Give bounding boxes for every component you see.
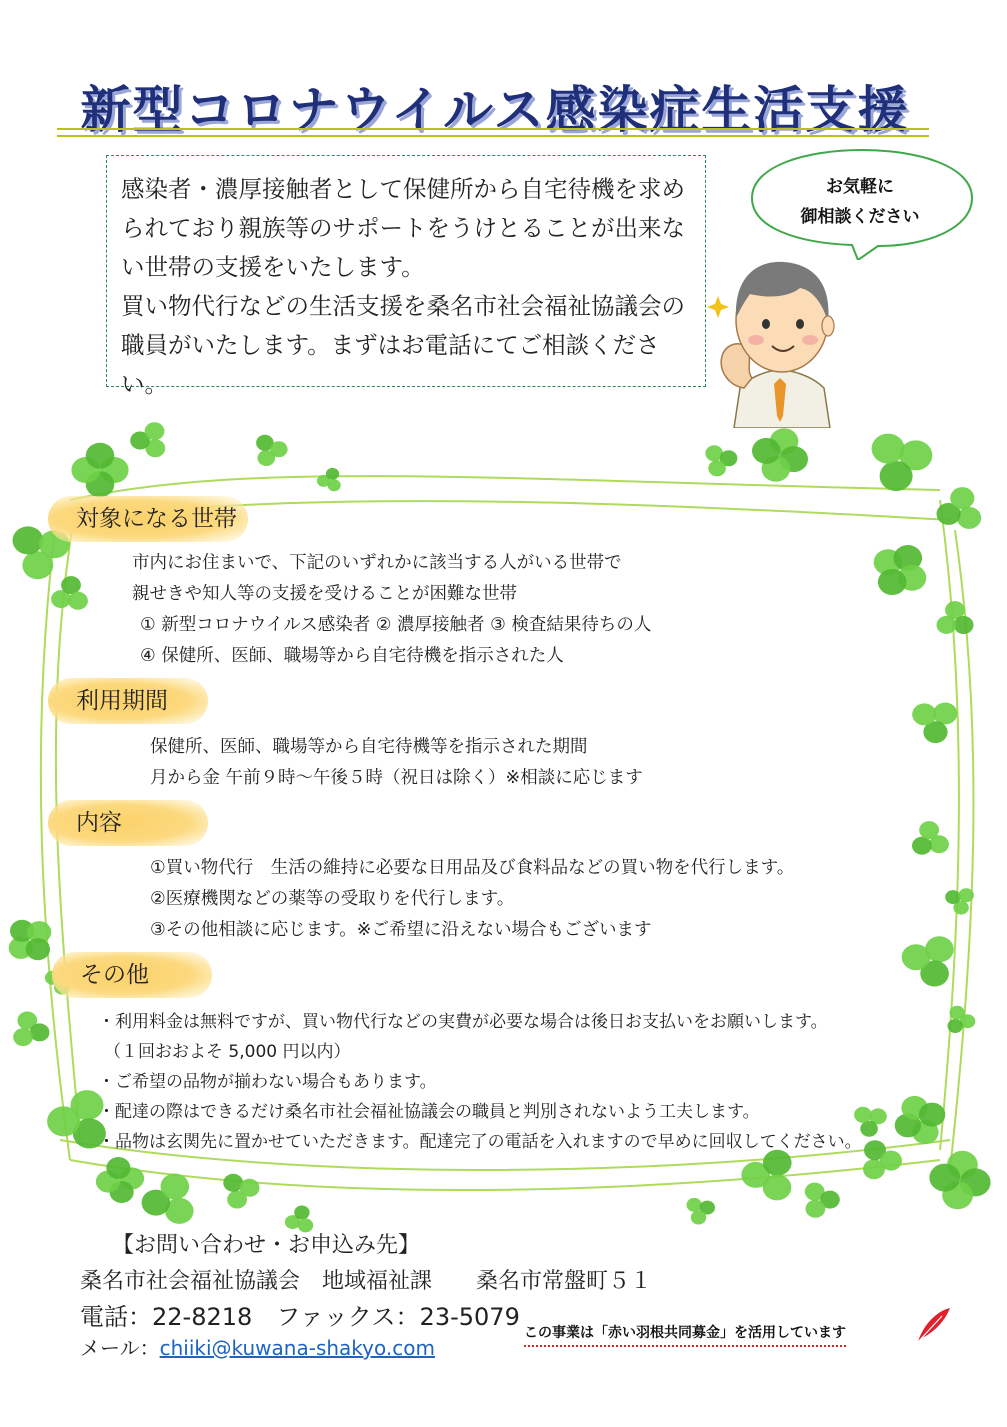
title-underline xyxy=(57,128,929,137)
contact-phone: 電話：22-8218 ファックス：23-5079 xyxy=(80,1303,520,1331)
email-link[interactable]: chiiki@kuwana-shakyo.com xyxy=(159,1336,435,1360)
section-body-other xyxy=(98,1007,862,1157)
section-line: ・利用料金は無料ですが、買い物代行などの実費が必要な場合は後日お支払いをお願いします。 xyxy=(98,1012,828,1032)
clover-icon xyxy=(142,1174,194,1224)
businessman-illustration xyxy=(700,238,860,428)
clover-icon xyxy=(912,821,949,855)
clover-icon xyxy=(223,1174,259,1209)
clover-icon xyxy=(96,1157,144,1203)
section-line: ③その他相談に応じます。※ご希望に沿えない場合もございます xyxy=(150,920,652,940)
mail-label: メール： xyxy=(80,1336,160,1360)
intro-line: 買い物代行などの生活支援を桑名市社会福祉協議会の xyxy=(121,292,685,320)
section-line: ・配達の際はできるだけ桑名市社会福祉協議会の職員と判別されないよう工夫します。 xyxy=(98,1102,760,1122)
clover-icon xyxy=(752,428,808,481)
clover-icon xyxy=(51,576,88,610)
section-line: ①買い物代行 生活の維持に必要な日用品及び食料品などの買い物を代行します。 xyxy=(150,858,795,878)
section-line: 保健所、医師、職場等から自宅待機等を指示された期間 xyxy=(150,737,588,757)
bubble-line: お気軽に xyxy=(826,177,894,197)
clover-icon xyxy=(9,920,52,960)
clover-icon xyxy=(13,1012,49,1047)
clover-icon xyxy=(945,888,974,914)
clover-icon xyxy=(130,422,165,457)
footer-note: この事業は「赤い羽根共同募金」を活用しています xyxy=(524,1322,846,1347)
clover-icon xyxy=(71,443,128,498)
section-body-period xyxy=(150,732,643,794)
intro-line: 職員がいたします。まずはお電話にてご相談ください。 xyxy=(121,331,660,398)
section-body-content xyxy=(150,853,794,946)
section-line: （１回おおよそ 5,000 円以内） xyxy=(104,1042,351,1062)
section-heading-content: 内容 xyxy=(48,800,208,846)
section-body-target xyxy=(132,548,651,672)
intro-line: られており親族等のサポートをうけとることが出来な xyxy=(121,214,685,242)
clover-icon xyxy=(872,434,933,491)
section-heading-other: その他 xyxy=(52,952,212,998)
clover-icon xyxy=(937,487,982,529)
section-line: ① 新型コロナウイルス感染者 ② 濃厚接触者 ③ 検査結果待ちの人 xyxy=(140,615,652,635)
intro-line: い世帯の支援をいたします。 xyxy=(121,253,425,281)
section-line: ④ 保健所、医師、職場等から自宅待機を指示された人 xyxy=(140,646,564,666)
section-line: 市内にお住まいで、下記のいずれかに該当する人がいる世帯で xyxy=(132,553,622,573)
contact-mail-row xyxy=(80,1332,435,1361)
section-heading-period: 利用期間 xyxy=(48,678,208,724)
clover-icon xyxy=(874,545,927,595)
clover-icon xyxy=(317,468,341,491)
section-line: ・品物は玄関先に置かせていただきます。配達完了の電話を入れますので早めに回収してください。 xyxy=(98,1132,862,1152)
clover-icon xyxy=(895,1096,946,1144)
section-line: 親せきや知人等の支援を受けることが困難な世帯 xyxy=(132,584,517,604)
page-title: 新型コロナウイルス感染症生活支援 xyxy=(80,81,910,139)
section-line: ・ご希望の品物が揃わない場合もあります。 xyxy=(98,1072,437,1092)
section-line: ②医療機関などの薬等の受取りを代行します。 xyxy=(150,889,515,909)
red-feather-icon xyxy=(912,1304,954,1346)
section-heading-target: 対象になる世帯 xyxy=(48,496,248,542)
contact-org: 桑名市社会福祉協議会 地域福祉課 桑名市常盤町５１ xyxy=(80,1269,653,1294)
intro-box xyxy=(106,155,706,398)
clover-icon xyxy=(256,435,288,466)
clover-icon xyxy=(937,601,974,634)
intro-line: 感染者・濃厚接触者として保健所から自宅待機を求め xyxy=(121,175,685,203)
clover-icon xyxy=(687,1198,716,1225)
clover-icon xyxy=(912,703,957,744)
bubble-line: 御相談ください xyxy=(800,207,920,227)
contact-heading: 【お問い合わせ・お申込み先】 xyxy=(112,1233,421,1258)
bubble-text xyxy=(775,172,945,232)
clover-icon xyxy=(705,445,737,476)
clover-icon xyxy=(805,1183,840,1218)
section-line: 月から金 午前９時～午後５時（祝日は除く）※相談に応じます xyxy=(150,768,643,788)
clover-icon xyxy=(902,936,954,986)
